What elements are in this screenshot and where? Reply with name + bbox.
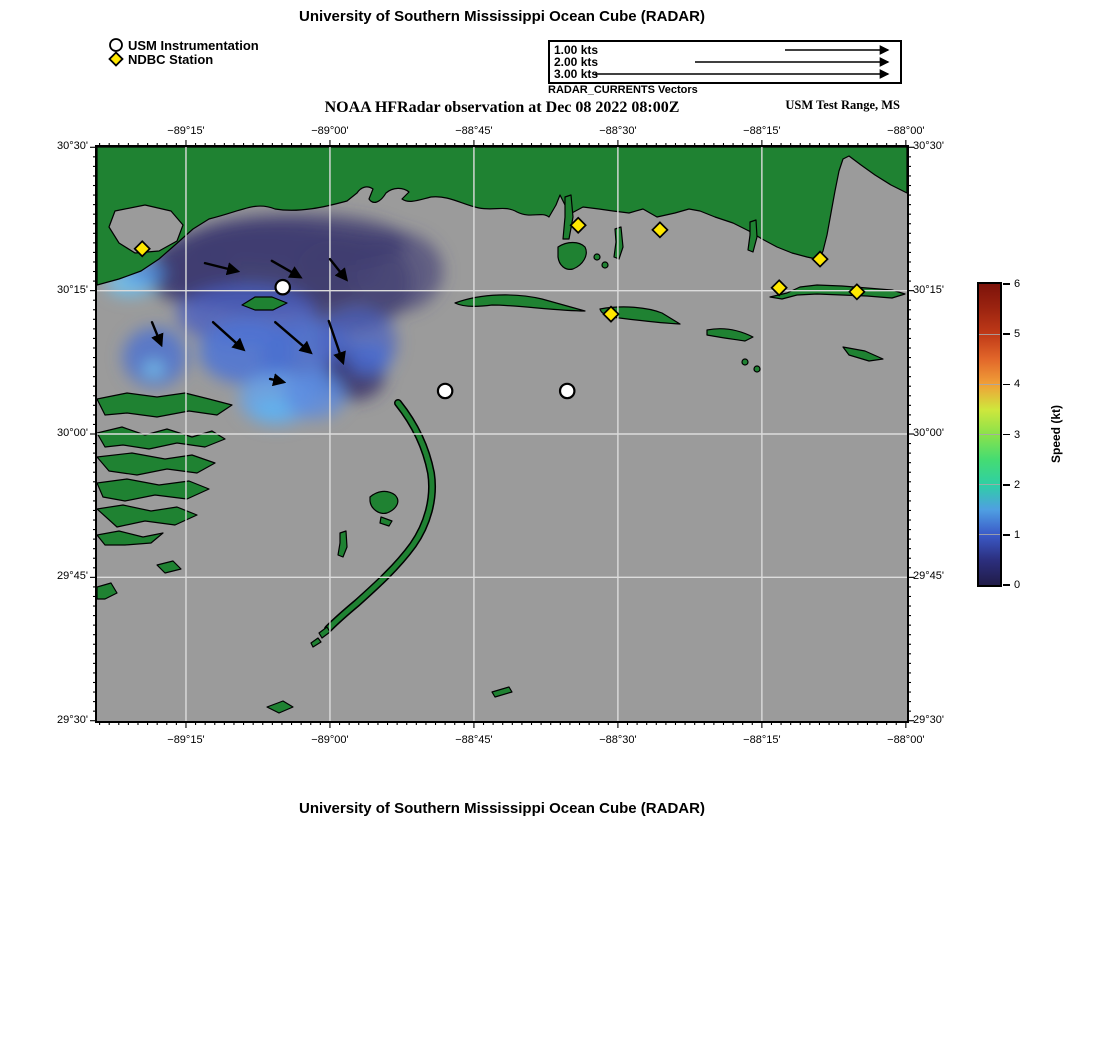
y-tick-label-right: 29°30' [913,713,944,726]
map-legend [108,38,259,66]
y-tick-label-left: 29°30' [57,713,88,726]
y-tick-label-right: 30°15' [913,283,944,296]
vector-scale-label-2: 2.00 kts [554,55,599,69]
diamond-marker-icon [108,51,124,67]
y-tick-label-left: 30°00' [57,427,88,439]
colorbar-tick-label: 0 [1014,579,1021,591]
x-tick-label-bottom: −88°45' [455,734,493,746]
colorbar-tick-label: 6 [1014,278,1021,290]
x-tick-label-top: −89°00' [311,125,349,137]
region-label: USM Test Range, MS [785,98,900,112]
land-islet [742,359,748,365]
page-title: University of Southern Mississippi Ocean Cube (RADAR) [299,8,705,25]
colorbar-gridline [979,434,1000,435]
x-tick-label-top: −88°00' [887,125,925,137]
vector-scale-label-1: 1.00 kts [554,43,599,57]
colorbar-gridline [979,334,1000,335]
usm-instrument-marker [438,384,452,398]
colorbar-tick [1003,484,1010,486]
colorbar-tick [1003,434,1010,436]
x-tick-label-bottom: −89°15' [167,734,205,746]
y-tick-label-right: 30°30' [913,140,944,153]
x-tick-label-top: −89°15' [167,125,205,137]
usm-instrument-marker [560,384,574,398]
legend-label-ndbc: NDBC Station [128,51,214,67]
speed-patch [347,343,391,375]
land-islet [754,366,760,372]
legend-label-usm: USM Instrumentation [128,37,259,53]
vector-scale-caption: RADAR_CURRENTS Vectors [548,84,698,96]
y-tick-label-left: 30°30' [57,140,88,153]
y-tick-label-left: 29°45' [57,570,88,583]
colorbar-tick [1003,584,1010,586]
footer-title: University of Southern Mississippi Ocean Cube (RADAR) [299,800,705,817]
vector-scale-arrows [550,42,895,82]
y-tick-label-right: 29°45' [913,570,944,583]
colorbar-tick [1003,384,1010,386]
y-tick-label-right: 30°00' [913,427,944,439]
observation-subtitle: NOAA HFRadar observation at Dec 08 2022 08:00Z [324,99,680,116]
x-tick-label-bottom: −89°00' [311,734,349,746]
x-tick-label-bottom: −88°30' [599,734,637,746]
colorbar-label: Speed (kt) [1049,405,1063,464]
speed-patch [144,362,164,376]
colorbar-gridline [979,384,1000,385]
land-islet [602,262,608,268]
x-tick-label-top: −88°30' [599,125,637,137]
colorbar-tick [1003,534,1010,536]
y-tick-label-left: 30°15' [57,283,88,296]
colorbar-gridline [979,534,1000,535]
x-tick-label-top: −88°15' [743,125,781,137]
colorbar-tick [1003,333,1010,335]
colorbar-tick-label: 1 [1014,528,1021,541]
colorbar-tick [1003,283,1010,285]
x-tick-label-top: −88°45' [455,125,493,137]
vector-scale-box [548,40,902,84]
usm-instrument-marker [276,280,290,294]
x-tick-label-bottom: −88°00' [887,734,925,746]
colorbar-gridline [979,484,1000,485]
x-tick-label-bottom: −88°15' [743,734,781,746]
colorbar-tick-label: 2 [1014,478,1021,491]
colorbar-tick-label: 4 [1014,378,1021,391]
colorbar-tick-label: 5 [1014,328,1021,341]
colorbar-tick-label: 3 [1014,428,1021,441]
vector-scale-label-3: 3.00 kts [554,67,599,81]
speed-patch [123,327,187,387]
speed-patch [187,214,407,270]
speed-patch [285,371,345,419]
legend-item-ndbc [108,52,259,66]
map-canvas [97,147,907,721]
land-islet [594,254,600,260]
legend-item-usm [108,38,259,52]
